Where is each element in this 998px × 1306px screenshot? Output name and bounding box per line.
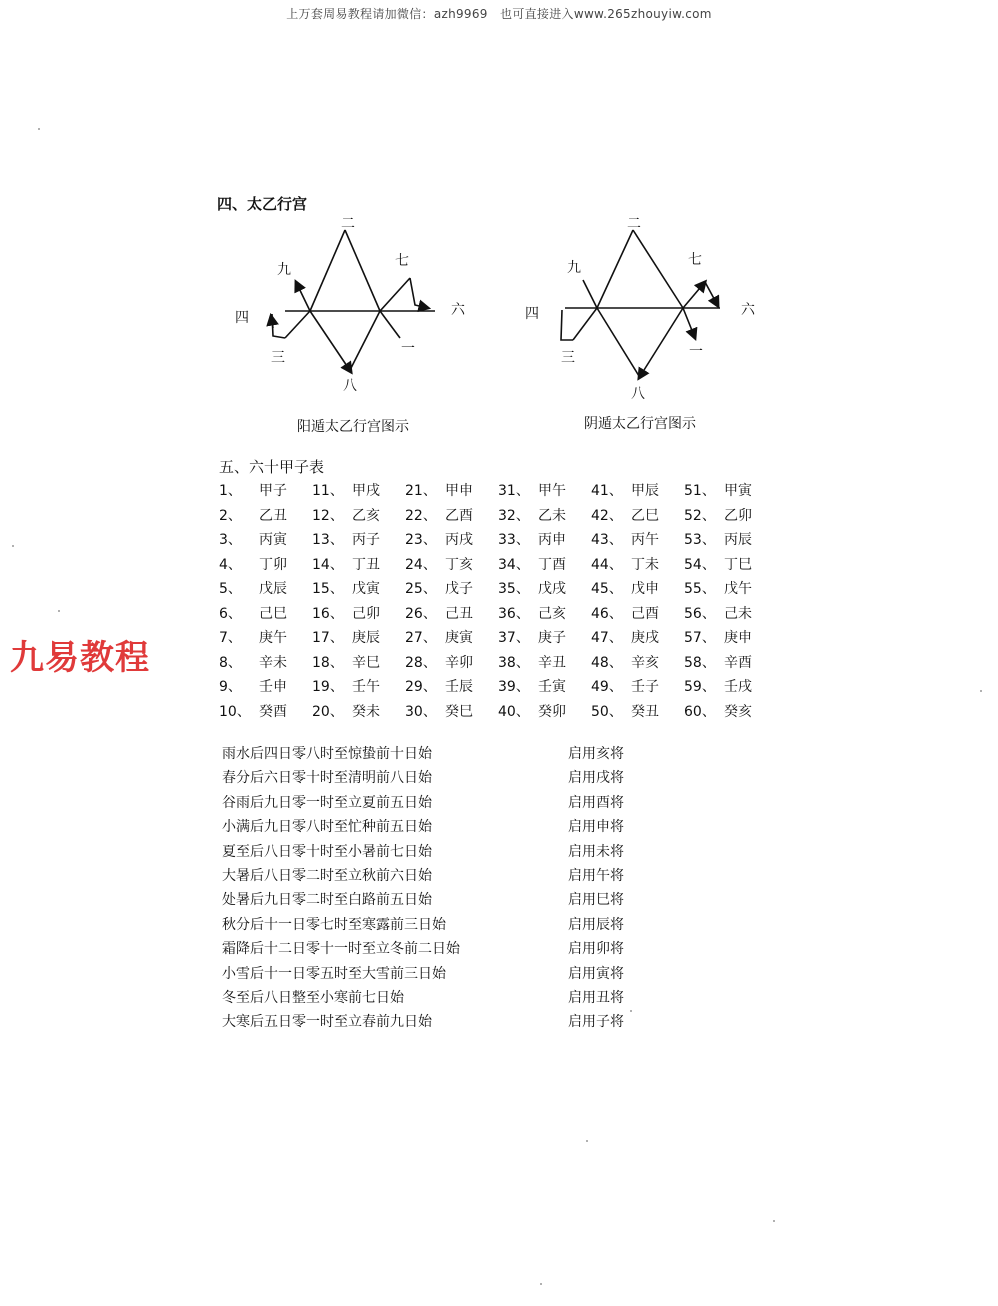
schedule-general: 启用申将 <box>568 819 624 836</box>
jiazi-ganzhi: 甲午 <box>538 483 566 500</box>
section-title-taiyi-palace: 四、太乙行宫 <box>217 195 308 213</box>
jiazi-number: 40、 <box>498 703 530 720</box>
jiazi-row <box>219 699 774 724</box>
jiazi-number: 59、 <box>684 679 716 696</box>
jiazi-ganzhi: 丙午 <box>631 532 659 549</box>
jiazi-row <box>219 552 774 577</box>
scan-speck <box>630 1010 632 1012</box>
jiazi-number: 34、 <box>498 556 530 573</box>
jiazi-ganzhi: 庚午 <box>259 630 287 647</box>
jiazi-number: 54、 <box>684 556 716 573</box>
jiazi-ganzhi: 辛丑 <box>538 654 566 671</box>
arrow-seven-to-six <box>705 282 718 306</box>
jiazi-ganzhi: 丙辰 <box>724 532 752 549</box>
label-yi: 一 <box>401 341 415 357</box>
label-liu: 六 <box>451 302 465 318</box>
jiazi-number: 14、 <box>312 556 344 573</box>
arrow-to-eight <box>639 308 683 378</box>
jiazi-number: 42、 <box>591 507 623 524</box>
jiazi-number: 39、 <box>498 679 530 696</box>
label-liu: 六 <box>741 302 755 318</box>
jiazi-number: 23、 <box>405 532 437 549</box>
jiazi-number: 13、 <box>312 532 344 549</box>
scan-speck <box>586 1140 588 1142</box>
schedule-general: 启用午将 <box>568 867 624 884</box>
jiazi-number: 27、 <box>405 630 437 647</box>
jiazi-ganzhi: 辛亥 <box>631 654 659 671</box>
schedule-row <box>222 743 722 767</box>
jiazi-ganzhi: 戊午 <box>724 581 752 598</box>
schedule-row <box>222 865 722 889</box>
schedule-row <box>222 792 722 816</box>
label-er: 二 <box>627 216 641 232</box>
jiazi-ganzhi: 壬申 <box>259 679 287 696</box>
jiazi-row <box>219 527 774 552</box>
jiazi-number: 26、 <box>405 605 437 622</box>
arrow-seven-to-six <box>410 278 428 308</box>
jiazi-number: 37、 <box>498 630 530 647</box>
jiazi-number: 41、 <box>591 483 623 500</box>
jiazi-ganzhi: 庚辰 <box>352 630 380 647</box>
jiazi-ganzhi: 辛巳 <box>352 654 380 671</box>
schedule-period: 雨水后四日零八时至惊蛰前十日始 <box>222 746 432 762</box>
jiazi-number: 51、 <box>684 483 716 500</box>
jiazi-number: 1、 <box>219 483 242 500</box>
jiazi-number: 3、 <box>219 532 242 549</box>
page-header-text: 上万套周易教程请加微信：azh9969 也可直接进入www.265zhouyiw.com <box>286 7 712 21</box>
jiazi-number: 56、 <box>684 605 716 622</box>
jiazi-ganzhi: 乙卯 <box>724 507 752 524</box>
jiazi-number: 55、 <box>684 581 716 598</box>
jiazi-ganzhi: 壬子 <box>631 679 659 696</box>
schedule-general: 启用寅将 <box>568 965 624 982</box>
jiazi-row <box>219 650 774 675</box>
jiazi-ganzhi: 壬寅 <box>538 679 566 696</box>
jiazi-number: 46、 <box>591 605 623 622</box>
schedule-row <box>222 1011 722 1035</box>
jiazi-ganzhi: 戊戌 <box>538 581 566 598</box>
jiazi-number: 15、 <box>312 581 344 598</box>
schedule-general: 启用卯将 <box>568 941 624 958</box>
schedule-period: 大暑后八日零二时至立秋前六日始 <box>222 867 432 884</box>
label-san: 三 <box>271 350 285 366</box>
jiazi-number: 30、 <box>405 703 437 720</box>
scan-speck <box>38 128 40 130</box>
jiazi-ganzhi: 乙丑 <box>259 507 287 524</box>
jiazi-row <box>219 625 774 650</box>
jiazi-ganzhi: 戊子 <box>445 581 473 598</box>
jiazi-ganzhi: 甲寅 <box>724 483 752 500</box>
jiazi-ganzhi: 丙戌 <box>445 532 473 549</box>
jiazi-number: 50、 <box>591 703 623 720</box>
jiazi-number: 43、 <box>591 532 623 549</box>
label-er: 二 <box>341 216 355 232</box>
jiazi-ganzhi: 壬辰 <box>445 679 473 696</box>
label-jiu: 九 <box>567 260 581 276</box>
schedule-row <box>222 889 722 913</box>
schedule-row <box>222 914 722 938</box>
jiazi-ganzhi: 己未 <box>724 605 752 622</box>
schedule-period: 霜降后十二日零十一时至立冬前二日始 <box>222 941 460 958</box>
jiazi-number: 45、 <box>591 581 623 598</box>
jiazi-number: 47、 <box>591 630 623 647</box>
jiazi-number: 12、 <box>312 507 344 524</box>
jiazi-ganzhi: 辛卯 <box>445 654 473 671</box>
jiazi-ganzhi: 己亥 <box>538 605 566 622</box>
jiazi-number: 20、 <box>312 703 344 720</box>
schedule-row <box>222 816 722 840</box>
jiazi-number: 48、 <box>591 654 623 671</box>
jiazi-number: 60、 <box>684 703 716 720</box>
label-yi: 一 <box>689 344 703 360</box>
schedule-period: 冬至后八日整至小寒前七日始 <box>222 989 404 1006</box>
jiazi-ganzhi: 庚寅 <box>445 630 473 647</box>
jiazi-number: 6、 <box>219 605 242 622</box>
jiazi-ganzhi: 戊寅 <box>352 581 380 598</box>
jiazi-ganzhi: 丁巳 <box>724 556 752 573</box>
yang-dun-caption: 阳遁太乙行宫图示 <box>297 419 409 435</box>
schedule-general: 启用巳将 <box>568 892 624 909</box>
jiazi-ganzhi: 乙未 <box>538 507 566 524</box>
section-title-sixty-jiazi: 五、六十甲子表 <box>219 458 325 476</box>
jiazi-number: 35、 <box>498 581 530 598</box>
schedule-general: 启用戌将 <box>568 770 624 787</box>
jiazi-number: 2、 <box>219 507 242 524</box>
jiazi-ganzhi: 丁丑 <box>352 556 380 573</box>
general-schedule-list <box>222 743 722 1036</box>
jiazi-ganzhi: 己卯 <box>352 605 380 622</box>
jiazi-row <box>219 503 774 528</box>
jiazi-number: 18、 <box>312 654 344 671</box>
schedule-period: 夏至后八日零十时至小暑前七日始 <box>222 843 432 860</box>
schedule-general: 启用未将 <box>568 843 624 860</box>
jiazi-ganzhi: 甲子 <box>259 483 287 500</box>
schedule-general: 启用辰将 <box>568 916 624 933</box>
jiazi-number: 16、 <box>312 605 344 622</box>
jiazi-number: 44、 <box>591 556 623 573</box>
scan-speck <box>540 1283 542 1285</box>
schedule-period: 春分后六日零十时至清明前八日始 <box>222 770 432 787</box>
jiazi-number: 4、 <box>219 556 242 573</box>
jiazi-number: 11、 <box>312 483 344 500</box>
jiazi-number: 17、 <box>312 630 344 647</box>
jiazi-number: 38、 <box>498 654 530 671</box>
jiazi-number: 24、 <box>405 556 437 573</box>
jiazi-ganzhi: 丙子 <box>352 532 380 549</box>
sixty-jiazi-table <box>219 478 774 723</box>
jiazi-row <box>219 576 774 601</box>
jiazi-ganzhi: 癸酉 <box>259 703 287 720</box>
jiazi-ganzhi: 戊辰 <box>259 581 287 598</box>
schedule-period: 小雪后十一日零五时至大雪前三日始 <box>222 965 446 982</box>
jiazi-ganzhi: 壬戌 <box>724 679 752 696</box>
jiazi-number: 7、 <box>219 630 242 647</box>
schedule-period: 处暑后九日零二时至白路前五日始 <box>222 892 432 909</box>
schedule-period: 小满后九日零八时至忙种前五日始 <box>222 819 432 836</box>
jiazi-number: 32、 <box>498 507 530 524</box>
jiazi-number: 9、 <box>219 679 242 696</box>
jiazi-number: 29、 <box>405 679 437 696</box>
jiazi-ganzhi: 甲辰 <box>631 483 659 500</box>
jiazi-ganzhi: 戊申 <box>631 581 659 598</box>
label-ba: 八 <box>343 378 357 394</box>
jiazi-ganzhi: 丙寅 <box>259 532 287 549</box>
schedule-row <box>222 987 722 1011</box>
jiazi-number: 19、 <box>312 679 344 696</box>
label-san: 三 <box>561 350 575 366</box>
jiazi-ganzhi: 甲申 <box>445 483 473 500</box>
schedule-row <box>222 938 722 962</box>
jiazi-number: 33、 <box>498 532 530 549</box>
schedule-general: 启用亥将 <box>568 746 624 762</box>
jiazi-ganzhi: 癸未 <box>352 703 380 720</box>
jiazi-ganzhi: 己巳 <box>259 605 287 622</box>
schedule-general: 启用酉将 <box>568 794 624 811</box>
jiazi-ganzhi: 己丑 <box>445 605 473 622</box>
yang-dun-diagram <box>225 210 475 400</box>
jiazi-number: 52、 <box>684 507 716 524</box>
label-qi: 七 <box>395 253 409 269</box>
arrow-to-one <box>683 308 695 338</box>
label-si: 四 <box>235 310 249 326</box>
jiazi-row <box>219 674 774 699</box>
schedule-period: 大寒后五日零一时至立春前九日始 <box>222 1014 432 1031</box>
jiazi-ganzhi: 癸丑 <box>631 703 659 720</box>
jiazi-number: 10、 <box>219 703 251 720</box>
schedule-row <box>222 841 722 865</box>
label-ba: 八 <box>631 386 645 402</box>
jiazi-number: 8、 <box>219 654 242 671</box>
jiazi-ganzhi: 乙巳 <box>631 507 659 524</box>
jiazi-number: 21、 <box>405 483 437 500</box>
jiazi-row <box>219 478 774 503</box>
arrow-to-seven <box>683 282 705 308</box>
jiazi-ganzhi: 丁亥 <box>445 556 473 573</box>
jiazi-ganzhi: 丁未 <box>631 556 659 573</box>
jiazi-ganzhi: 乙亥 <box>352 507 380 524</box>
jiazi-ganzhi: 丙申 <box>538 532 566 549</box>
jiazi-number: 28、 <box>405 654 437 671</box>
jiazi-ganzhi: 癸巳 <box>445 703 473 720</box>
jiazi-ganzhi: 乙酉 <box>445 507 473 524</box>
jiazi-row <box>219 601 774 626</box>
jiazi-number: 36、 <box>498 605 530 622</box>
watermark-logo: 九易教程 <box>10 638 150 678</box>
jiazi-ganzhi: 辛酉 <box>724 654 752 671</box>
jiazi-ganzhi: 壬午 <box>352 679 380 696</box>
jiazi-number: 53、 <box>684 532 716 549</box>
jiazi-number: 5、 <box>219 581 242 598</box>
scan-speck <box>58 610 60 612</box>
schedule-general: 启用子将 <box>568 1014 624 1031</box>
schedule-period: 秋分后十一日零七时至寒露前三日始 <box>222 916 446 933</box>
jiazi-ganzhi: 甲戌 <box>352 483 380 500</box>
jiazi-ganzhi: 丁卯 <box>259 556 287 573</box>
schedule-period: 谷雨后九日零一时至立夏前五日始 <box>222 794 432 811</box>
jiazi-ganzhi: 庚申 <box>724 630 752 647</box>
jiazi-ganzhi: 庚戌 <box>631 630 659 647</box>
jiazi-ganzhi: 辛未 <box>259 654 287 671</box>
jiazi-number: 49、 <box>591 679 623 696</box>
jiazi-ganzhi: 丁酉 <box>538 556 566 573</box>
jiazi-number: 25、 <box>405 581 437 598</box>
jiazi-ganzhi: 己酉 <box>631 605 659 622</box>
label-jiu: 九 <box>277 262 291 278</box>
schedule-row <box>222 963 722 987</box>
label-qi: 七 <box>688 252 702 268</box>
scan-speck <box>12 545 14 547</box>
label-si: 四 <box>525 306 539 322</box>
jiazi-number: 31、 <box>498 483 530 500</box>
schedule-row <box>222 767 722 791</box>
jiazi-ganzhi: 癸卯 <box>538 703 566 720</box>
schedule-general: 启用丑将 <box>568 989 624 1006</box>
yin-dun-caption: 阴遁太乙行宫图示 <box>584 416 696 432</box>
yin-dun-diagram <box>515 210 775 410</box>
jiazi-number: 22、 <box>405 507 437 524</box>
scan-speck <box>773 1220 775 1222</box>
scan-speck <box>980 690 982 692</box>
jiazi-ganzhi: 癸亥 <box>724 703 752 720</box>
arrow-to-eight <box>310 311 351 372</box>
jiazi-number: 57、 <box>684 630 716 647</box>
arrow-to-nine <box>296 282 310 311</box>
jiazi-ganzhi: 庚子 <box>538 630 566 647</box>
jiazi-number: 58、 <box>684 654 716 671</box>
